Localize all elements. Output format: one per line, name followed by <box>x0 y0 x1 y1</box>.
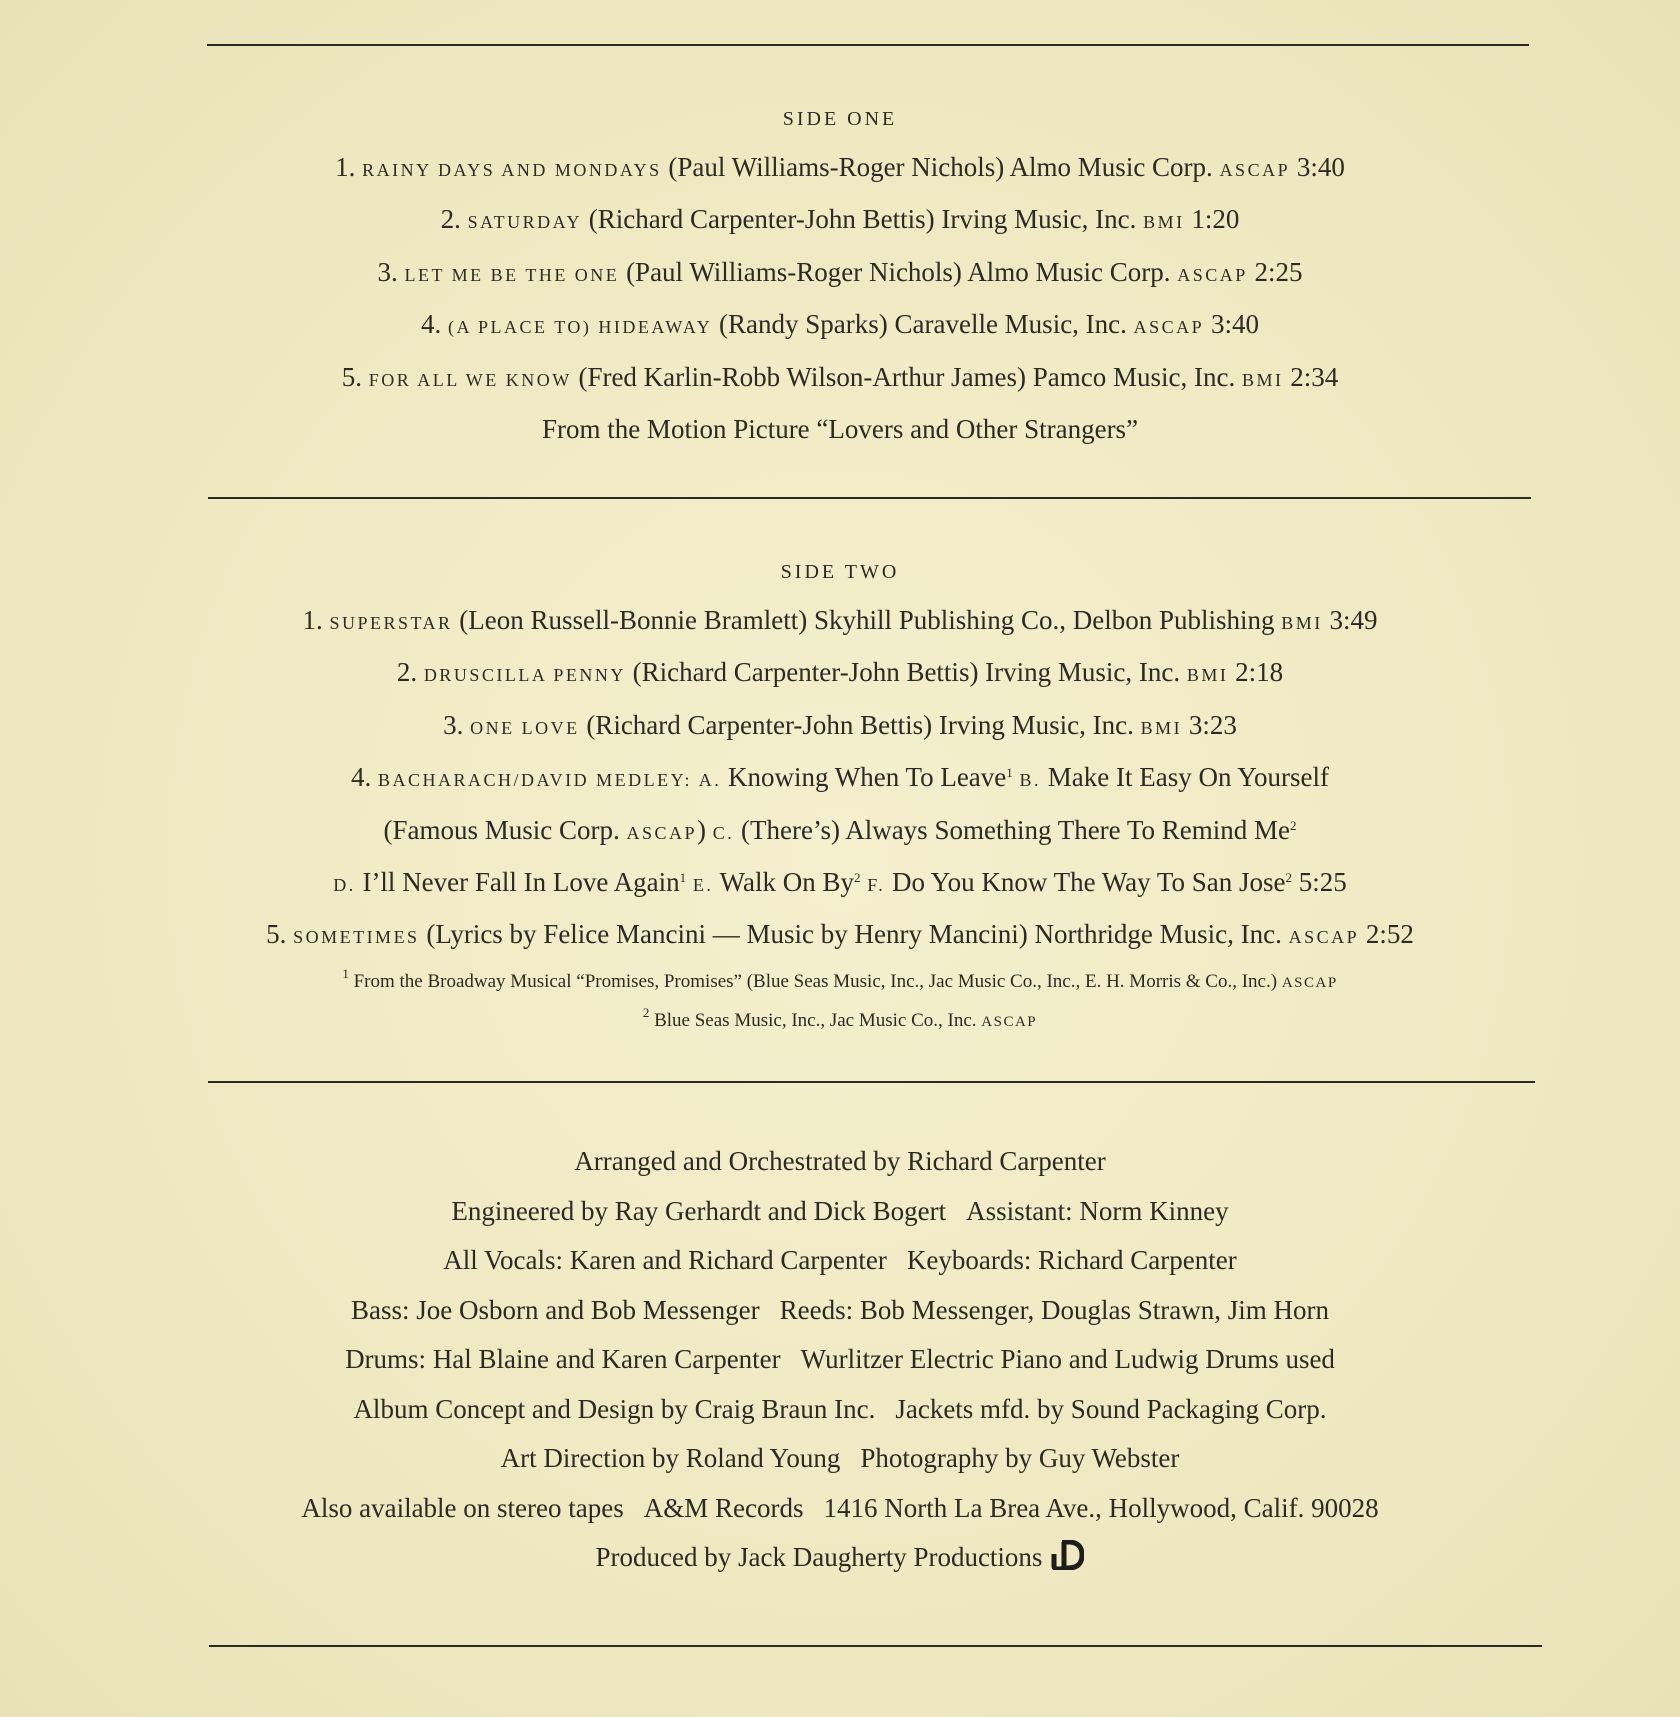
rights-society: BMI <box>1242 369 1284 390</box>
track-title: SUPERSTAR <box>329 613 453 633</box>
credit-label: Also available on stereo tapes A&M Records 1416 North La Brea Ave., Hollywood, Calif. 90028 <box>301 1492 1379 1523</box>
footnote-1: $^1$ From the Broadway Musical “Promises, Promises” (Blue Seas Music, Inc., Jac Music Co., Inc., E. H. Morris & Co., Inc.) ASCAP <box>342 965 1338 992</box>
track-title: FOR ALL WE KNOW <box>368 369 572 390</box>
track-credits: (Fred Karlin-Robb Wilson-Arthur James) Pamco Music, Inc. <box>578 361 1236 392</box>
track-credits: (Randy Sparks) Caravelle Music, Inc. <box>719 309 1127 340</box>
credit-drums: Drums: Hal Blaine and Karen Carpenter Wurlitzer Electric Piano and Ludwig Drums used <box>345 1344 1335 1374</box>
rights-society: ASCAP <box>1177 264 1248 285</box>
album-credits <box>0 1137 1680 1587</box>
track-credits: (Richard Carpenter-John Bettis) Irving Music, Inc. <box>632 657 1181 688</box>
footnote-2: $^2$ Blue Seas Music, Inc., Jac Music Co., Inc. ASCAP <box>642 1004 1038 1031</box>
track-time: 3:40 <box>1210 309 1259 340</box>
track-title: ONE LOVE <box>470 717 580 738</box>
track-row: 4. (A PLACE TO) HIDEAWAY (Randy Sparks) Caravelle Music, Inc. ASCAP 3:40 <box>421 309 1259 340</box>
credit-producer: Produced by Jack Daugherty Productions <box>0 1533 1680 1587</box>
track-row: 2. DRUSCILLA PENNY (Richard Carpenter-John Bettis) Irving Music, Inc. BMI 2:18 <box>396 657 1284 688</box>
rights-society: BMI <box>1186 665 1229 686</box>
track-row: 3. LET ME BE THE ONE (Paul Williams-Roger Nichols) Almo Music Corp. ASCAP 2:25 <box>377 256 1303 287</box>
track-row: 5. SOMETIMES (Lyrics by Felice Mancini — Music by Henry Mancini) Northridge Music, Inc. ASCAP 2:52 <box>266 919 1414 950</box>
rights-society: ASCAP <box>1219 160 1291 180</box>
divider-credits <box>208 1081 1535 1083</box>
track-row: 1. SUPERSTAR (Leon Russell-Bonnie Bramlett) Skyhill Publishing Co., Delbon Publishing BMI 3:49 <box>302 605 1378 635</box>
track-row: 2. SATURDAY (Richard Carpenter-John Bettis) Irving Music, Inc. BMI 1:20 <box>440 204 1240 235</box>
track-credits: (Leon Russell-Bonnie Bramlett) Skyhill Publishing Co., Delbon Publishing <box>459 605 1275 635</box>
side-two-section <box>0 561 1680 584</box>
credit-vocals: All Vocals: Karen and Richard Carpenter Keyboards: Richard Carpenter <box>443 1245 1237 1275</box>
track-time: 3:23 <box>1188 709 1237 740</box>
track-title: SATURDAY <box>467 212 582 233</box>
track-credits: (Lyrics by Felice Mancini — Music by Henry Mancini) Northridge Music, Inc. <box>426 919 1282 950</box>
track-title: BACHARACH/DAVID MEDLEY: <box>377 770 692 791</box>
track-time: 1:20 <box>1191 204 1240 235</box>
rights-society: ASCAP <box>1288 927 1360 948</box>
track-time: 2:25 <box>1254 256 1303 287</box>
track-credits: (Richard Carpenter-John Bettis) Irving Music, Inc. <box>586 709 1134 740</box>
medley-row-1: 4. BACHARACH/DAVID MEDLEY: A. Knowing When To Leave$^1$ B. Make It Easy On Yourself <box>350 762 1330 793</box>
side-two-tracklist <box>0 596 1680 1041</box>
track-credits: (Paul Williams-Roger Nichols) Almo Music Corp. <box>668 152 1213 182</box>
track-row: 1. RAINY DAYS AND MONDAYS (Paul Williams-Roger Nichols) Almo Music Corp. ASCAP 3:40 <box>335 152 1345 182</box>
rights-society: ASCAP <box>1133 317 1205 338</box>
track-time: 5:25 <box>1298 867 1347 898</box>
divider-side-two <box>208 497 1531 499</box>
track-title: LET ME BE THE ONE <box>404 264 620 285</box>
divider-top <box>207 44 1529 46</box>
track-time: 3:40 <box>1296 152 1345 182</box>
side-two-heading: SIDE TWO <box>780 561 900 583</box>
rights-society: BMI <box>1281 613 1323 633</box>
side-one-tracklist <box>0 143 1680 454</box>
track-row: 5. FOR ALL WE KNOW (Fred Karlin-Robb Wilson-Arthur James) Pamco Music, Inc. BMI 2:34 <box>341 361 1339 392</box>
credit-bass-reeds: Bass: Joe Osborn and Bob Messenger Reeds: Bob Messenger, Douglas Strawn, Jim Horn <box>350 1294 1330 1325</box>
track-time: 3:49 <box>1329 605 1378 635</box>
track-title: DRUSCILLA PENNY <box>423 665 626 686</box>
rights-society: BMI <box>1143 212 1185 233</box>
track-note: From the Motion Picture “Lovers and Other Strangers” <box>541 414 1139 445</box>
credit-arranged: Arranged and Orchestrated by Richard Carpenter <box>574 1146 1106 1176</box>
track-time: 2:52 <box>1365 919 1414 950</box>
side-one-heading: SIDE ONE <box>782 108 898 130</box>
credit-engineering: Engineered by Ray Gerhardt and Dick Bogert Assistant: Norm Kinney <box>451 1195 1229 1226</box>
credit-design: Album Concept and Design by Craig Braun Inc. Jackets mfd. by Sound Packaging Corp. <box>353 1393 1327 1424</box>
track-time: 2:18 <box>1235 657 1284 688</box>
rights-society: ASCAP <box>626 822 697 843</box>
track-credits: (Richard Carpenter-John Bettis) Irving Music, Inc. <box>588 204 1137 235</box>
track-credits: (Paul Williams-Roger Nichols) Almo Music Corp. <box>626 256 1171 287</box>
track-title: (A PLACE TO) HIDEAWAY <box>448 317 713 338</box>
track-time: 2:34 <box>1290 361 1339 392</box>
track-title: SOMETIMES <box>293 927 420 948</box>
divider-bottom <box>209 1645 1542 1647</box>
jd-monogram-icon <box>1050 1537 1084 1587</box>
credit-art: Art Direction by Roland Young Photography by Guy Webster <box>500 1443 1180 1473</box>
rights-society: BMI <box>1140 717 1183 738</box>
medley-row-2: (Famous Music Corp. ASCAP) C. (There’s) Always Something There To Remind Me$^2$ <box>383 814 1297 845</box>
side-one-section <box>0 108 1680 131</box>
track-row: 3. ONE LOVE (Richard Carpenter-John Bettis) Irving Music, Inc. BMI 3:23 <box>443 709 1237 740</box>
medley-row-3: D. I’ll Never Fall In Love Again$^1$ E. Walk On By$^2$ F. Do You Know The Way To San Jose$^2$ 5:25 <box>333 867 1347 898</box>
track-title: RAINY DAYS AND MONDAYS <box>362 160 662 180</box>
